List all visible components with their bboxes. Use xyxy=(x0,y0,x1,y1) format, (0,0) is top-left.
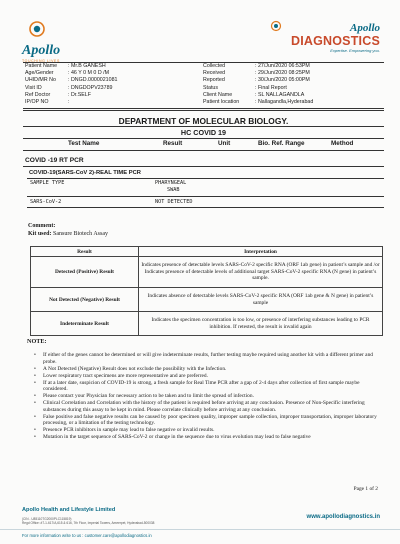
interp-text: Indicates presence of detectable levels SARS-CoV-2 specific RNA (ORF 1ab gene) in patient’s sample and /or Indicates presence of detectable levels of additional target SARS-CoV-2 specific RNA (N gene) in patient’s sample. xyxy=(139,257,383,288)
report-page: Apollo TOUCHING LIVES Apollo DIAGNOSTICS Expertise. Empowering you. Patient Name : Mr.B GANESH Age/Gender : 46 Y 0 M 0 D /M UHID/MR No : DNGD.0000021081 Visit ID : DNGDOPV23789 Ref Doctor : Dr.SELF IP/OP NO : Collected : 27/Jun/2020 06:53PM Received : 29/Jun/2020 08:25PM Reported : 30/Jun/2020 05:00PM Status : Final Report Client Name : SL NALLAGANDLA Patient location : Nallagandla,Hyderabad DEPARTMENT OF MOLECULAR BIOLOGY. HC COVID 19 Test Name Result Unit Bio. Ref. Range Method COVID -19 RT PCR COVID-19(SARS-CoV 2)-REAL TIME PCR SAMPLE TYPE PHARYNGEAL SWAB SARS-CoV-2 NOT DETECTED Comment: Kit used: Sansure Biotech Assay Result Interpretation Detected (Positive) Result Indicates presence of detectable levels SARS-CoV-2 specific RNA (ORF 1ab gene) in patient’s sample and /or Indicates presence of detectable levels of additional target SARS-CoV-2 specific RNA (N gene) in patient’s sample. Not Detected (Negative) Result Indicates absence of detectable levels SARS-CoV-2 specific RNA (ORF 1ab gene & N gene) in patient’s sample Indeterminate Result Indicates the specimen concentration is too low, or presence of interfering substances leading to PCR inhibition. If retested, the result is invalid again NOTE: • If either of the genes cannot be determined or will give indeterminate results, further testing maybe required using another kit with a different primer and probe. • A Not Detected (Negative) Result does not exclude the possibility with the Infection. • Lower respiratory tract specimens are more representative and are preferred. • If at a later date, suspicion of COVID-19 is strong, a fresh sample for Real Time PCR after a gap of 2-4 days after collection of first sample maybe considered. • Please contact your Physician for necessary action to be taken and to limit the spread of infection. • Clinical Correlation and Correlation with the history of the patient is required before arriving at any conclusion. Presence of Non-Specific interfering substances during this assay to be kept in mind. Please correlate clinically before arriving at any conclusion. • False positive and false negative results can be caused by poor specimen quality, improper sample collection, improper transportation, improper laboratory processing, or a limitation of the testing technology. • Presence PCR inhibitors in sample may lead to false negative or invalid results. • Mutation in the target sequence of SARS-CoV-2 or change in the sequence due to virus evolution may lead to false negative Page 1 of 2 Apollo Health and Lifestyle Limited (CIN - U85110TG2000PLC115819) Regd Office: #7-1-617/A,615 & 616, 7th Floor, Imperial Towers, Ameerpet, Hyderabad-500038 www.apollodiagnostics.in For more information write to us : customer.care@apollodiagnostics.in xyxy=(0,0,400,544)
interp-text: Indicates absence of detectable levels SARS-CoV-2 specific RNA (ORF 1ab gene & N gene) in patient’s sample xyxy=(139,288,383,312)
footer-divider xyxy=(0,529,400,530)
interp-result: Detected (Positive) Result xyxy=(31,257,139,288)
interpretation-table xyxy=(30,246,383,336)
apollo-logo xyxy=(22,20,82,63)
footer xyxy=(0,504,400,544)
interp-text: Indicates the specimen concentration is too low, or presence of interfering substances leading to PCR inhibition. If retested, the result is invalid again xyxy=(139,312,383,336)
col-result: Result xyxy=(163,140,183,147)
diagnostics-emblem-icon xyxy=(266,20,286,32)
diagnostics-brand-top: Apollo xyxy=(350,22,380,34)
list-item: • If at a later date, suspicion of COVID-19 is strong, a fresh sample for Real Time PCR after a gap of 2-4 days after collection of first sample maybe considered. xyxy=(30,380,382,393)
table-row xyxy=(31,257,383,288)
interp-header-result: Result xyxy=(31,247,139,257)
list-item: • Presence PCR inhibitors in sample may lead to false negative or invalid results. xyxy=(30,427,382,434)
col-test-name: Test Name xyxy=(68,140,100,147)
interp-result: Not Detected (Negative) Result xyxy=(31,288,139,312)
location-row: Patient location : Nallagandla,Hyderabad xyxy=(203,99,314,106)
col-unit: Unit xyxy=(218,140,231,147)
list-item: • Lower respiratory tract specimens are more representative and are preferred. xyxy=(30,373,382,380)
collected-row: Collected : 27/Jun/2020 06:53PM xyxy=(203,63,310,69)
result-divider xyxy=(27,196,384,197)
kit-used: Kit used: Sansure Biotech Assay xyxy=(28,231,109,237)
patient-info-right xyxy=(203,63,313,106)
test-title-divider xyxy=(23,166,384,167)
test-title: COVID -19 RT PCR xyxy=(25,157,84,164)
list-item: • If either of the genes cannot be determined or will give indeterminate results, further testing maybe required using another kit with a different primer and probe. xyxy=(30,352,382,365)
patient-name-row: Patient Name : Mr.B GANESH xyxy=(25,63,106,69)
department-title: DEPARTMENT OF MOLECULAR BIOLOGY. xyxy=(118,116,289,126)
list-item: • A Not Detected (Negative) Result does not exclude the possibility with the Infection. xyxy=(30,366,382,373)
dept-divider xyxy=(23,126,384,127)
comment-label: Comment: xyxy=(28,223,56,229)
info-bottom-border xyxy=(23,108,384,109)
apollo-diagnostics-logo xyxy=(260,18,380,60)
notes-list xyxy=(30,352,382,441)
footer-company: Apollo Health and Lifestyle Limited xyxy=(22,507,116,513)
footer-contact-email[interactable]: For more information write to us : customer.care@apollodiagnostics.in xyxy=(22,533,152,538)
info-bottom-border-2 xyxy=(23,110,384,111)
page-number: Page 1 of 2 xyxy=(353,486,378,492)
interp-result: Indeterminate Result xyxy=(31,312,139,336)
footer-registered-office: Regd Office: #7-1-617/A,615 & 616, 7th Floor, Imperial Towers, Ameerpet, Hyderabad-500038 xyxy=(22,521,155,525)
footer-cin: (CIN - U85110TG2000PLC115819) xyxy=(22,517,72,521)
patient-info-left xyxy=(25,63,117,106)
client-row: Client Name : SL NALLAGANDLA xyxy=(203,91,305,98)
table-row xyxy=(31,312,383,336)
reported-row: Reported : 30/Jun/2020 05:00PM xyxy=(203,77,310,84)
age-gender-row: Age/Gender : 46 Y 0 M 0 D /M xyxy=(25,70,110,77)
col-range: Bio. Ref. Range xyxy=(258,140,305,147)
test-subtitle: COVID-19(SARS-CoV 2)-REAL TIME PCR xyxy=(29,170,141,176)
table-row xyxy=(31,288,383,312)
list-item: • Clinical Correlation and Correlation with the history of the patient is required before arriving at any conclusion. Presence of Non-Specific interfering substances during this assay to be kept in mind. Please correlate clinically before arriving at any conclusion. xyxy=(30,400,382,413)
received-row: Received : 29/Jun/2020 08:25PM xyxy=(203,70,310,77)
ipop-row: IP/OP NO : xyxy=(25,99,70,106)
ref-doctor-row: Ref Doctor : Dr.SELF xyxy=(25,91,91,98)
list-item: • False positive and false negative results can be caused by poor specimen quality, improper sample collection, improper transportation, improper laboratory processing, or a limitation of the testing technology. xyxy=(30,414,382,427)
list-item: • Please contact your Physician for necessary action to be taken and to limit the spread of infection. xyxy=(30,393,382,400)
note-label: NOTE: xyxy=(27,338,47,345)
subtitle-divider xyxy=(27,178,384,179)
status-row: Status : Final Report xyxy=(203,84,287,91)
footer-website-link[interactable]: www.apollodiagnostics.in xyxy=(306,514,380,520)
col-method: Method xyxy=(331,140,354,147)
interp-header-interpretation: Interpretation xyxy=(139,247,383,257)
diagnostics-brand-main: DIAGNOSTICS xyxy=(290,34,380,48)
uhid-row: UHID/MR No : DNGD.0000021081 xyxy=(25,77,118,84)
apollo-brand-text: Apollo xyxy=(22,43,61,58)
list-item: • Mutation in the target sequence of SARS-CoV-2 or change in the sequence due to virus evolution may lead to false negative xyxy=(30,434,382,441)
header-divider xyxy=(23,150,384,151)
section-title: HC COVID 19 xyxy=(180,128,227,137)
column-header-row xyxy=(23,139,384,149)
interpretation-header-row xyxy=(31,247,383,257)
result-bottom-divider xyxy=(27,207,384,208)
visit-id-row: Visit ID : DNGDOPV23789 xyxy=(25,84,113,91)
diagnostics-tagline: Expertise. Empowering you. xyxy=(330,48,380,53)
apollo-emblem-icon xyxy=(22,20,52,38)
apollo-tagline: TOUCHING LIVES xyxy=(22,59,60,63)
